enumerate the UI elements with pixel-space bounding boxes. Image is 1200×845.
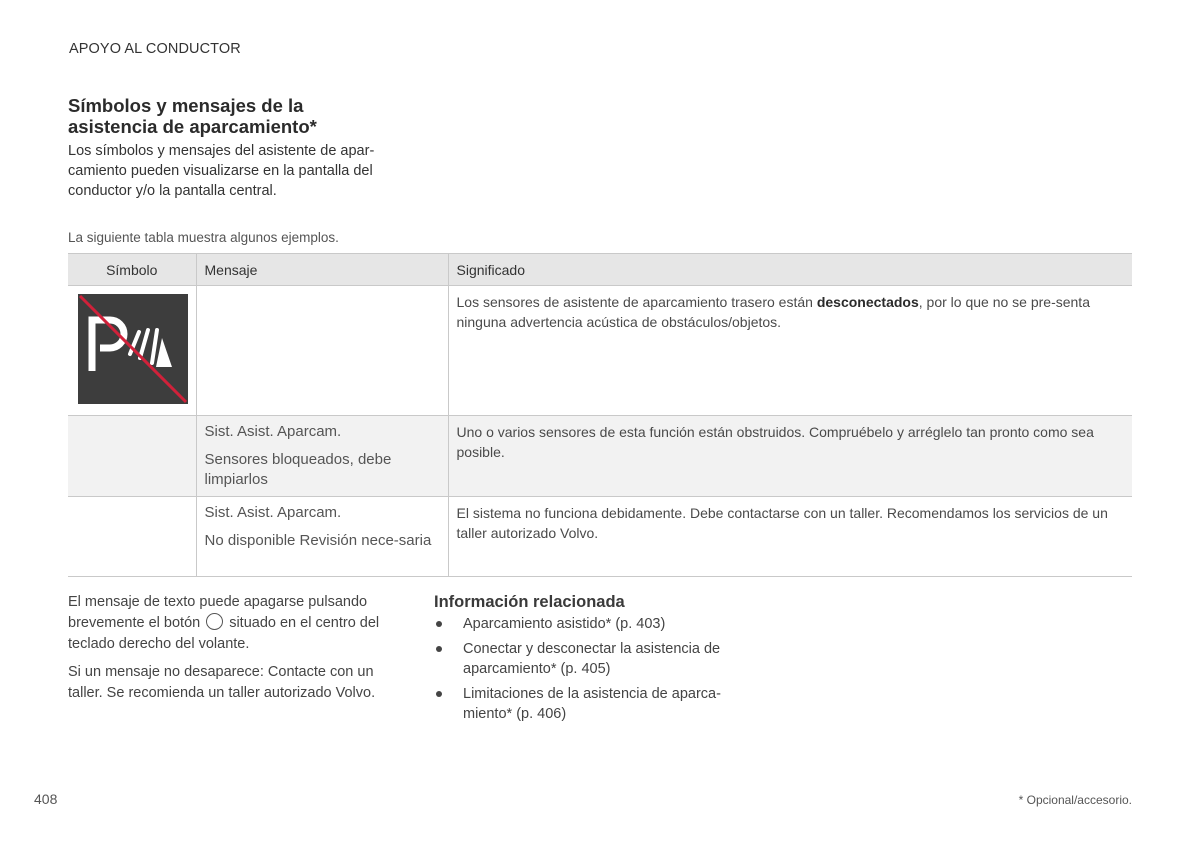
table-caption: La siguiente tabla muestra algunos ejemplos.: [68, 230, 339, 245]
meaning-cell: Uno o varios sensores de esta función están obstruidos. Compruébelo y arréglelo tan pronto como sea posible.: [448, 416, 1132, 497]
section-header: APOYO AL CONDUCTOR: [69, 41, 241, 57]
footnote: * Opcional/accesorio.: [1018, 793, 1132, 807]
intro-line-1: Los símbolos y mensajes del asistente de apar-: [68, 143, 375, 159]
title-line-1: Símbolos y mensajes de la: [68, 95, 304, 116]
message-cell: [196, 497, 448, 577]
table-header-row: [68, 254, 1132, 286]
related-link[interactable]: Conectar y desconectar la asistencia de aparcamiento* (p. 405): [434, 639, 733, 679]
meaning-cell: El sistema no funciona debidamente. Debe contactarse con un taller. Recomendamos los servicios de un taller autorizado Volvo.: [448, 497, 1132, 577]
intro-paragraph: [68, 141, 398, 201]
related-info: [434, 592, 754, 729]
page-number: 408: [34, 791, 58, 807]
dismiss-note: El mensaje de texto puede apagarse pulsando brevemente el botón situado en el centro del teclado derecho del volante.: [68, 594, 380, 652]
table-row: [68, 497, 1132, 577]
related-list: [434, 614, 754, 724]
bold-term: desconectados: [816, 294, 919, 310]
symbols-table: [68, 253, 1132, 577]
column-header-message: Mensaje: [196, 254, 448, 286]
column-header-symbol: Símbolo: [68, 254, 196, 286]
symbol-cell: [68, 286, 196, 416]
related-link[interactable]: Aparcamiento asistido* (p. 403): [434, 614, 733, 634]
meaning-cell: Los sensores de asistente de aparcamiento trasero están desconectados, por lo que no se pre-senta ninguna advertencia acústica de obstáculos/objetos.: [448, 286, 1132, 416]
message-line: Sensores bloqueados, debe limpiarlos: [204, 451, 392, 488]
persist-note: Si un mensaje no desaparece: Contacte con un taller. Se recomienda un taller autorizado Volvo.: [68, 664, 376, 701]
message-cell: [196, 416, 448, 497]
symbol-cell: [68, 416, 196, 497]
message-cell: [196, 286, 448, 416]
related-link[interactable]: Limitaciones de la asistencia de aparca-miento* (p. 406): [434, 684, 733, 724]
footer-notes: [68, 592, 398, 711]
page-title: [68, 95, 408, 137]
message-line: No disponible Revisión nece-saria: [204, 532, 432, 549]
column-header-meaning: Significado: [448, 254, 1132, 286]
message-line: Sist. Asist. Aparcam.: [204, 504, 342, 521]
intro-line-3: conductor y/o la pantalla central.: [68, 183, 277, 199]
intro-line-2: camiento pueden visualizarse en la pantalla del: [68, 163, 373, 179]
parking-sensor-off-icon: [78, 294, 188, 404]
related-heading: Información relacionada: [434, 593, 625, 611]
title-line-2: asistencia de aparcamiento*: [68, 116, 317, 137]
symbol-cell: [68, 497, 196, 577]
steering-button-icon: [206, 613, 223, 630]
table-row: [68, 416, 1132, 497]
message-line: Sist. Asist. Aparcam.: [204, 423, 342, 440]
table-row: [68, 286, 1132, 416]
